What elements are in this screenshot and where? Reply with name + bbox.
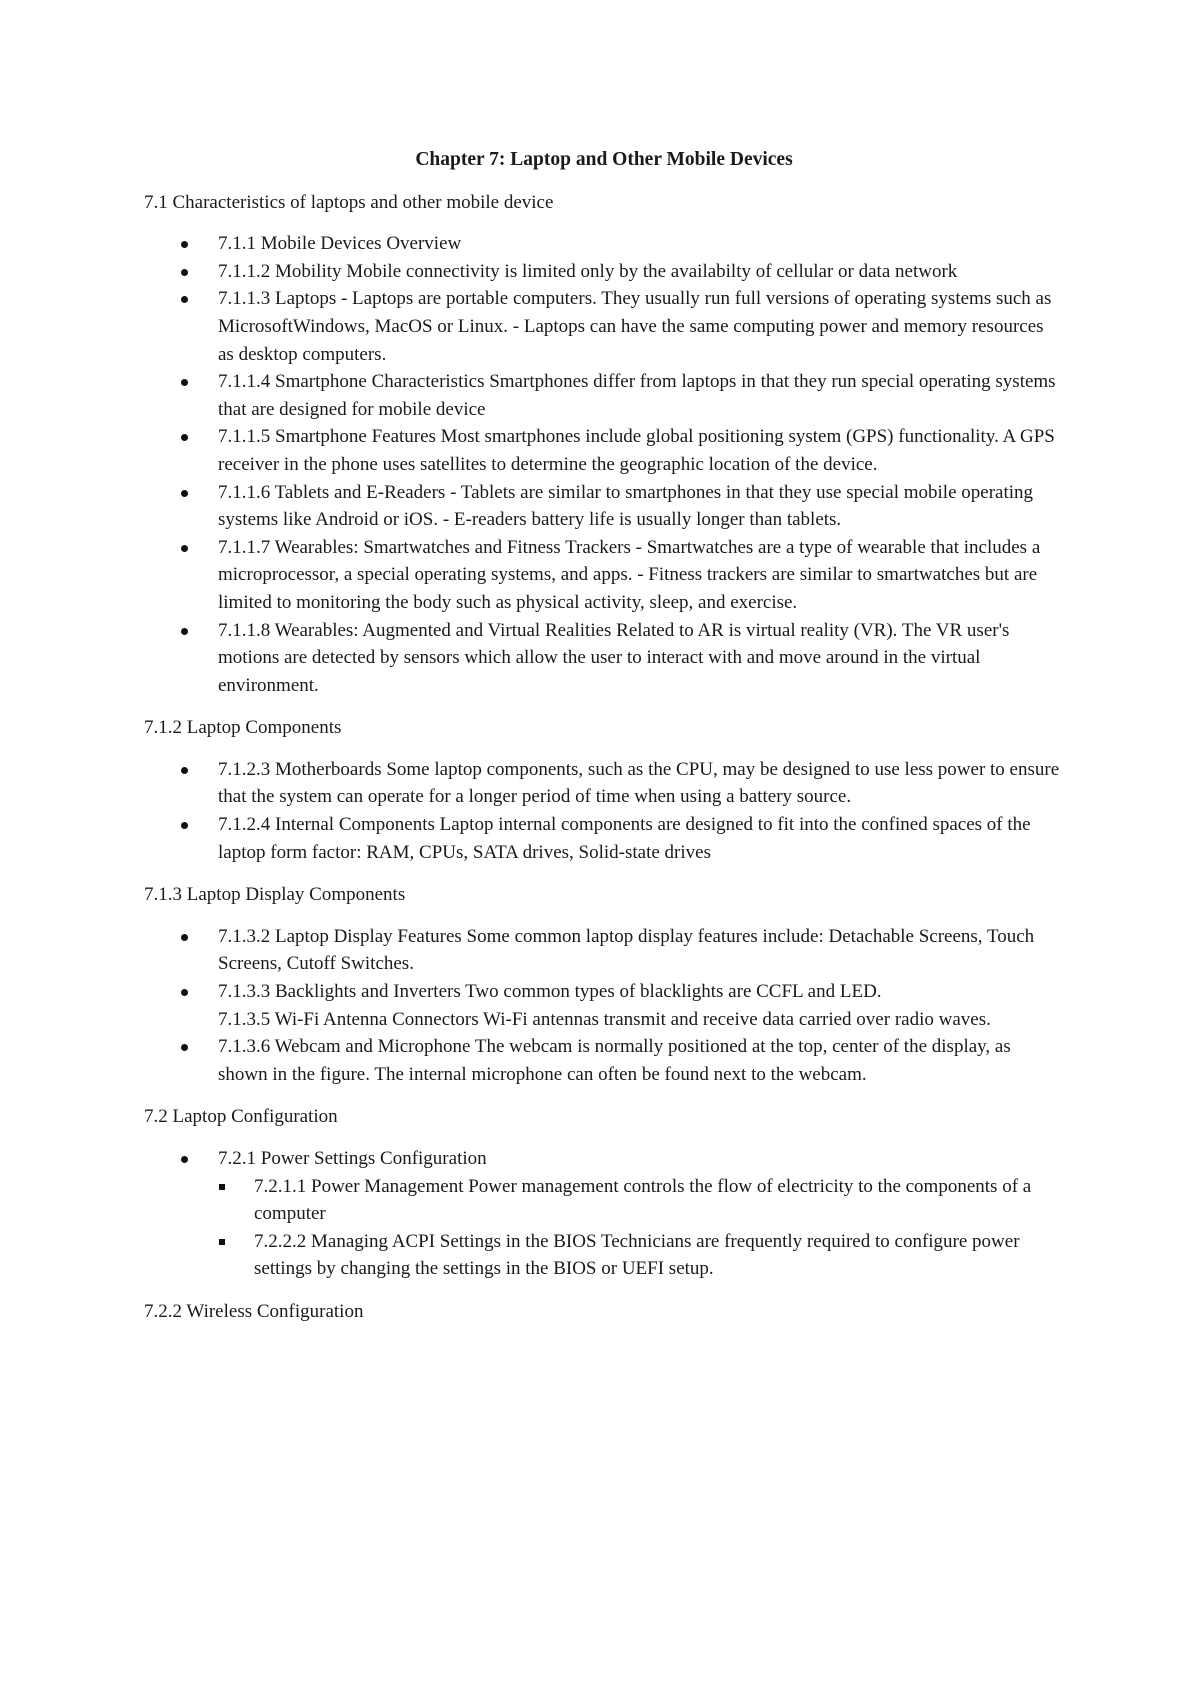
list-item-text: 7.1.1 Mobile Devices Overview bbox=[218, 233, 462, 255]
bullet-icon bbox=[181, 822, 188, 829]
bullet-list-7-1-3 bbox=[144, 923, 1064, 1089]
list-item-text: 7.1.1.7 Wearables: Smartwatches and Fitness Trackers - Smartwatches are a type of wearable that includes a microprocessor, a special operating systems, and apps. - Fitness trackers are similar to smartwatches but are limited to monitoring the body such as physical activity, sleep, and exercise. bbox=[218, 536, 1041, 613]
sub-list-item-text: 7.2.1.1 Power Management Power management controls the flow of electricity to the components of a computer bbox=[254, 1175, 1032, 1225]
bullet-list-7-1 bbox=[144, 230, 1064, 699]
bullet-icon bbox=[181, 379, 188, 386]
page-title: Chapter 7: Laptop and Other Mobile Devices bbox=[415, 149, 793, 170]
bullet-icon bbox=[181, 490, 188, 497]
list-item-text: 7.1.1.5 Smartphone Features Most smartphones include global positioning system (GPS) functionality. A GPS receiver in the phone uses satellites to determine the geographic location of the device. bbox=[218, 426, 1055, 475]
bullet-icon bbox=[181, 434, 188, 441]
bullet-icon bbox=[181, 628, 188, 635]
section-heading-7-1: 7.1 Characteristics of laptops and other mobile device bbox=[144, 191, 554, 213]
sub-list-item bbox=[218, 1173, 1064, 1228]
list-item-text: 7.1.1.6 Tablets and E-Readers - Tablets are similar to smartphones in that they use special mobile operating systems like Android or iOS. - E-readers battery life is usually longer than tablets. bbox=[218, 481, 1034, 531]
list-item bbox=[144, 479, 1064, 534]
list-item bbox=[144, 978, 1064, 1033]
list-item-text: 7.1.2.3 Motherboards Some laptop components, such as the CPU, may be designed to use less power to ensure that the system can operate for a longer period of time when using a battery source. bbox=[218, 758, 1060, 808]
list-item bbox=[144, 258, 1064, 286]
bullet-icon bbox=[181, 989, 188, 996]
section-heading-7-2-2: 7.2.2 Wireless Configuration bbox=[144, 1300, 364, 1322]
list-item bbox=[144, 368, 1064, 423]
list-item bbox=[144, 1145, 1064, 1283]
bullet-icon bbox=[181, 296, 188, 303]
list-item bbox=[144, 756, 1064, 811]
bullet-icon bbox=[181, 934, 188, 941]
square-bullet-icon bbox=[219, 1239, 225, 1245]
section-heading-7-2: 7.2 Laptop Configuration bbox=[144, 1106, 338, 1128]
list-item-continuation: 7.1.3.5 Wi-Fi Antenna Connectors Wi-Fi antennas transmit and receive data carried over radio waves. bbox=[218, 1008, 991, 1030]
section-heading-7-1-2: 7.1.2 Laptop Components bbox=[144, 717, 342, 739]
list-item bbox=[144, 534, 1064, 617]
list-item bbox=[144, 811, 1064, 866]
bullet-icon bbox=[181, 767, 188, 774]
square-bullet-icon bbox=[219, 1184, 225, 1190]
list-item-text: 7.1.1.2 Mobility Mobile connectivity is limited only by the availabilty of cellular or data network bbox=[218, 260, 958, 282]
list-item bbox=[144, 423, 1064, 478]
bullet-list-7-2 bbox=[144, 1145, 1064, 1283]
bullet-icon bbox=[181, 545, 188, 552]
list-item-text: 7.1.1.8 Wearables: Augmented and Virtual Realities Related to AR is virtual reality (VR). The VR user's motions are detected by sensors which allow the user to interact with and move around in the virtual environment. bbox=[218, 619, 1010, 696]
list-item-text: 7.1.3.6 Webcam and Microphone The webcam is normally positioned at the top, center of the display, as shown in the figure. The internal microphone can often be found next to the webcam. bbox=[218, 1036, 1011, 1085]
list-item bbox=[144, 230, 1064, 258]
bullet-icon bbox=[181, 1044, 188, 1051]
sub-list-item-text: 7.2.2.2 Managing ACPI Settings in the BIOS Technicians are frequently required to configure power settings by changing the settings in the BIOS or UEFI setup. bbox=[254, 1230, 1020, 1280]
bullet-icon bbox=[181, 269, 188, 276]
list-item bbox=[144, 923, 1064, 978]
bullet-icon bbox=[181, 241, 188, 248]
sub-bullet-list-7-2-1 bbox=[218, 1173, 1064, 1283]
list-item-text: 7.1.2.4 Internal Components Laptop internal components are designed to fit into the confined spaces of the laptop form factor: RAM, CPUs, SATA drives, Solid-state drives bbox=[218, 814, 1031, 863]
list-item bbox=[144, 285, 1064, 368]
list-item bbox=[144, 1033, 1064, 1088]
list-item-text: 7.1.1.3 Laptops - Laptops are portable computers. They usually run full versions of operating systems such as MicrosoftWindows, MacOS or Linux. - Laptops can have the same computing power and memory resources as desktop computers. bbox=[218, 288, 1052, 365]
sub-list-item bbox=[218, 1228, 1064, 1283]
list-item-text: 7.1.1.4 Smartphone Characteristics Smartphones differ from laptops in that they run special operating systems that are designed for mobile device bbox=[218, 371, 1056, 420]
list-item-text: 7.1.3.3 Backlights and Inverters Two common types of blacklights are CCFL and LED. bbox=[218, 981, 882, 1003]
bullet-list-7-1-2 bbox=[144, 756, 1064, 866]
section-heading-7-1-3: 7.1.3 Laptop Display Components bbox=[144, 884, 406, 906]
document-body bbox=[144, 146, 1064, 1340]
list-item-text: 7.1.3.2 Laptop Display Features Some common laptop display features include: Detachable Screens, Touch Screens, Cutoff Switches. bbox=[218, 925, 1035, 975]
list-item-text: 7.2.1 Power Settings Configuration bbox=[218, 1148, 487, 1169]
list-item bbox=[144, 617, 1064, 700]
bullet-icon bbox=[181, 1156, 188, 1163]
